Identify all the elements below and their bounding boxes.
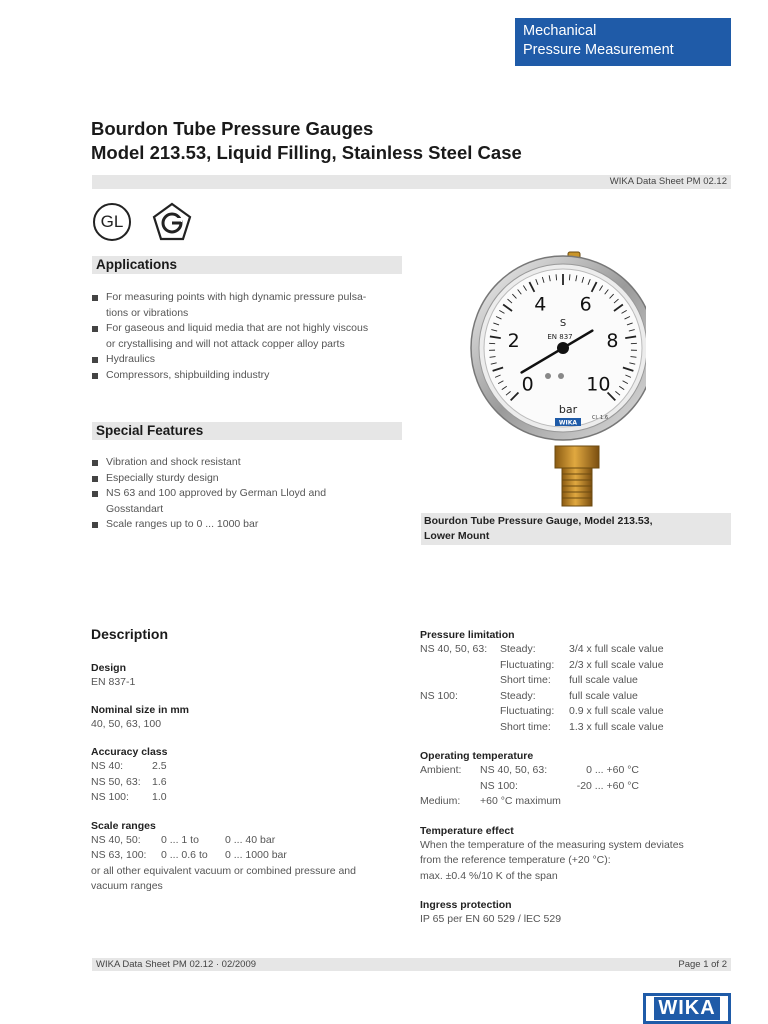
scale-range-row — [91, 833, 411, 849]
gost-approval-logo — [150, 201, 194, 243]
caption-line-2: Lower Mount — [424, 530, 490, 542]
pl-key: Fluctuating: — [500, 658, 555, 671]
pl-key: Short time: — [500, 674, 551, 686]
pl-key: Fluctuating: — [500, 705, 555, 717]
gauge-tick-label: 2 — [507, 330, 520, 353]
accuracy-row — [91, 790, 411, 806]
list-item — [92, 517, 407, 533]
gl-logo-text: GL — [100, 212, 124, 231]
wika-logo — [643, 993, 731, 1024]
pressure-limitation-row — [420, 720, 735, 736]
list-item-text: Vibration and shock resistant — [106, 456, 241, 468]
gauge-symbol: S — [559, 318, 567, 329]
design-label: Design — [91, 662, 127, 674]
ingress-value: IP 65 per EN 60 529 / lEC 529 — [420, 913, 562, 925]
title-line-2: Model 213.53, Liquid Filling, Stainless Steel Case — [91, 142, 522, 163]
op-temp-ns: NS 100: — [480, 779, 518, 792]
gauge-screw — [558, 373, 564, 379]
temperature-effect-line: max. ±0.4 %/10 K of the span — [420, 869, 558, 882]
list-item-text: For gaseous and liquid media that are not highly viscous — [106, 322, 369, 334]
accuracy-label: Accuracy class — [91, 746, 168, 758]
datasheet-ref: WIKA Data Sheet PM 02.12 — [609, 176, 727, 187]
pl-ns: NS 100: — [420, 689, 458, 702]
list-item-text: NS 63 and 100 approved by German Lloyd and — [106, 487, 327, 499]
pressure-limitation-row — [420, 658, 735, 674]
scale-range-row — [91, 848, 411, 864]
pl-key: Short time: — [500, 720, 551, 733]
caption-line-1: Bourdon Tube Pressure Gauge, Model 213.53, — [424, 515, 653, 527]
list-item-text: or crystallising and will not attack copper alloy parts — [106, 337, 345, 350]
accuracy-value: 1.6 — [152, 775, 167, 788]
list-item — [92, 290, 407, 321]
scale-range-ns: NS 40, 50: — [91, 833, 141, 846]
list-item-text: tions or vibrations — [106, 306, 189, 319]
temperature-effect-line: When the temperature of the measuring system deviates — [420, 838, 684, 851]
accuracy-ns: NS 40: — [91, 760, 124, 772]
op-temp-value: +60 °C maximum — [480, 795, 561, 807]
wika-logo-text: WIKA — [654, 997, 719, 1020]
accuracy-value: 1.0 — [152, 791, 167, 803]
category-header — [515, 18, 731, 66]
op-temp-ns: NS 40, 50, 63: — [480, 764, 548, 776]
accuracy-ns: NS 100: — [91, 791, 129, 803]
gauge-tick — [569, 274, 570, 280]
gauge-class: Cl. 1.6 — [591, 415, 609, 421]
pressure-gauge-icon — [466, 248, 646, 510]
pressure-gauge-image — [466, 248, 646, 510]
gl-approval-logo — [93, 203, 131, 241]
list-item-text: Gosstandart — [106, 502, 164, 515]
list-item — [92, 455, 407, 471]
op-temp-key: Medium: — [420, 795, 461, 807]
list-item — [92, 352, 407, 368]
page-title — [91, 117, 522, 165]
accuracy-value: 2.5 — [152, 760, 167, 772]
ingress-label: Ingress protection — [420, 899, 512, 911]
pl-ns — [420, 720, 500, 736]
list-item — [92, 486, 407, 517]
gauge-standard: EN 837 — [547, 333, 573, 341]
pressure-limitation-row — [420, 704, 735, 720]
scale-range-from: 0 ... 0.6 to — [161, 849, 208, 861]
list-item-text: Hydraulics — [106, 353, 156, 365]
description-column — [91, 661, 411, 895]
scale-range-to: 0 ... 1000 bar — [225, 849, 287, 861]
pl-ns — [420, 704, 500, 720]
footer-bar — [92, 958, 731, 971]
scale-range-to: 0 ... 40 bar — [225, 833, 276, 846]
pl-value: 0.9 x full scale value — [569, 705, 664, 717]
pl-ns — [420, 658, 500, 674]
gost-icon — [150, 201, 194, 243]
list-item-text: Especially sturdy design — [106, 471, 219, 484]
pl-value: full scale value — [569, 689, 638, 702]
operating-temperature-label: Operating temperature — [420, 750, 534, 762]
title-line-1: Bourdon Tube Pressure Gauges — [91, 118, 374, 139]
scale-ranges-label: Scale ranges — [91, 819, 156, 832]
pl-value: full scale value — [569, 674, 638, 686]
list-item — [92, 321, 407, 352]
pl-value: 2/3 x full scale value — [569, 658, 664, 671]
pressure-limitation-row — [420, 642, 735, 658]
scale-range-from: 0 ... 1 to — [161, 833, 199, 846]
pl-key: Steady: — [500, 689, 536, 702]
design-value: EN 837-1 — [91, 676, 136, 688]
gauge-tick-label: 8 — [606, 330, 619, 353]
pl-ns: NS 40, 50, 63: — [420, 643, 488, 655]
scale-range-ns: NS 63, 100: — [91, 849, 147, 861]
category-line-1: Mechanical — [523, 23, 597, 39]
pressure-limitation-label: Pressure limitation — [420, 629, 515, 641]
description-heading: Description — [91, 626, 169, 642]
applications-list — [92, 290, 407, 383]
pressure-limitation-row — [420, 689, 735, 705]
applications-heading — [92, 256, 402, 274]
temperature-effect-label: Temperature effect — [420, 824, 514, 837]
page-number: Page 1 of 2 — [678, 959, 727, 970]
applications-heading-text: Applications — [96, 257, 178, 272]
list-item — [92, 471, 407, 487]
accuracy-ns: NS 50, 63: — [91, 775, 141, 788]
list-item — [92, 368, 407, 384]
gauge-tick-label: 6 — [579, 293, 592, 316]
gauge-unit: bar — [558, 403, 578, 416]
list-item-text: For measuring points with high dynamic pressure pulsa- — [106, 291, 367, 303]
accuracy-row — [91, 775, 411, 791]
op-temp-row — [420, 794, 735, 810]
gauge-tick — [556, 274, 557, 280]
nominal-size-label: Nominal size in mm — [91, 703, 190, 716]
op-temp-value: 0 ... +60 °C — [586, 764, 639, 776]
pl-value: 3/4 x full scale value — [569, 643, 664, 655]
special-features-heading — [92, 422, 402, 440]
pl-ns — [420, 673, 500, 689]
nominal-size-value: 40, 50, 63, 100 — [91, 717, 162, 730]
pressure-limitation-row — [420, 673, 735, 689]
op-temp-row — [420, 763, 735, 779]
gauge-hub — [557, 342, 569, 354]
gauge-tick-label: 10 — [586, 373, 611, 396]
accuracy-row — [91, 759, 411, 775]
temperature-effect-line: from the reference temperature (+20 °C): — [420, 854, 611, 866]
gauge-caption — [421, 513, 731, 545]
list-item-text: Compressors, shipbuilding industry — [106, 368, 270, 381]
pl-key: Steady: — [500, 643, 536, 655]
gauge-tick-label: 4 — [534, 293, 547, 316]
gauge-tick-label: 0 — [521, 373, 534, 396]
scale-range-note: vacuum ranges — [91, 880, 163, 892]
specs-column — [420, 628, 735, 928]
datasheet-ref-bar — [92, 175, 731, 189]
list-item-text: Scale ranges up to 0 ... 1000 bar — [106, 518, 259, 530]
op-temp-key: Ambient: — [420, 764, 462, 776]
op-temp-row — [420, 779, 735, 795]
special-features-heading-text: Special Features — [96, 423, 204, 438]
category-line-2: Pressure Measurement — [523, 42, 674, 58]
op-temp-value: -20 ... +60 °C — [576, 779, 639, 792]
footer-ref: WIKA Data Sheet PM 02.12 · 02/2009 — [96, 959, 257, 970]
special-features-list — [92, 455, 407, 533]
gauge-screw — [545, 373, 551, 379]
scale-range-note: or all other equivalent vacuum or combined pressure and — [91, 864, 356, 877]
gauge-brand: WIKA — [558, 419, 578, 427]
pl-value: 1.3 x full scale value — [569, 720, 664, 733]
